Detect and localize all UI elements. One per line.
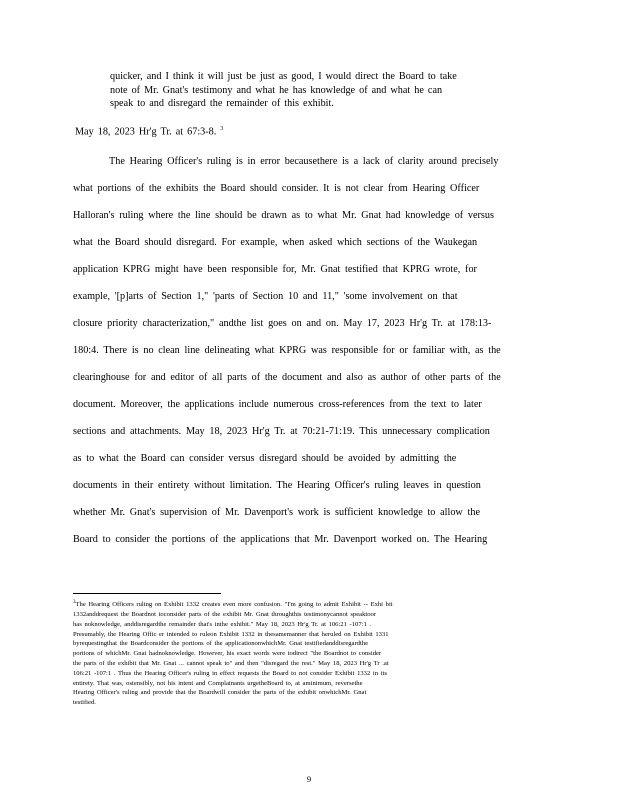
paragraph-line: closure priority characterization," andthe list goes on and on. May 17, 2023 Hr'g Tr. at 178:13-	[73, 318, 492, 329]
footnote-line: 106:21 -107:1 . Thus the Hearing Officer's ruling in effect requests the Board to not consider Exhibit 1332 in its	[73, 669, 387, 677]
footnote-separator	[73, 593, 221, 594]
quote-citation	[75, 126, 223, 137]
footnote-reference: 3	[220, 126, 224, 132]
footnote-line: byrequestingthat the Boardconsider the portions of the applicationonwhichMr. Gnat testifiedanddisregardthe	[73, 640, 369, 648]
quote-line: speak to and disregard the remainder of this exhibit.	[110, 98, 334, 109]
footnote-line: Hearing Officer's ruling and provide that the Boardwill consider the parts of the exhibit onwhichMr. Gnat	[73, 689, 367, 697]
paragraph-line: The Hearing Officer's ruling is in error becausethere is a lack of clarity around precisely	[109, 156, 499, 167]
paragraph-line: what the Board should disregard. For example, when asked which sections of the Waukegan	[73, 237, 478, 248]
block-quote	[110, 70, 530, 111]
footnote-line: entirety. That was, ostensibly, not his intent and Complainants urgetheBoard to, at aminimum, reversethe	[73, 679, 363, 687]
body-paragraph	[73, 155, 543, 560]
footnote-marker: 3	[73, 600, 76, 605]
page-number: 9	[306, 774, 312, 784]
paragraph-line: sections and attachments. May 18, 2023 Hr'g Tr. at 70:21-71:19. This unnecessary complication	[73, 426, 490, 437]
paragraph-line: application KPRG might have been responsible for, Mr. Gnat testified that KPRG wrote, for	[73, 264, 477, 275]
footnote-line	[73, 598, 543, 610]
footnote	[73, 598, 543, 708]
paragraph-line: Board to consider the portions of the applications that Mr. Davenport worked on. The Hearing	[73, 534, 488, 545]
footnote-line: the parts of the exhibit that Mr. Gnat ... cannot speak to" and then "disregard the rest." May 18, 2023 Hr'g Tr .at	[73, 659, 389, 667]
footnote-line: has noknowledge, anddisregardthe remainder that's inthe exhibit." May 18, 2023 Hr'g Tr. at 106:21 -107:1 .	[73, 620, 372, 628]
citation-text: May 18, 2023 Hr'g Tr. at 67:3-8.	[75, 126, 217, 138]
footnote-line: testified.	[73, 699, 96, 707]
footnote-first-line: The Hearing Officers ruling on Exhibit 1332 creates even more confusion. "I'm going to admit Exhibit -- Exhi bit	[75, 601, 393, 609]
footnote-line: portions of whichMr. Gnat hadnoknowledge. However, his exact words were todirect "the Boardnot to consider	[73, 650, 382, 658]
paragraph-line: what portions of the exhibits the Board should consider. It is not clear from Hearing Officer	[73, 183, 480, 194]
paragraph-line: documents in their entirety without limitation. The Hearing Officer's ruling leaves in question	[73, 480, 481, 491]
quote-line: quicker, and I think it will just be just as good, I would direct the Board to take	[110, 71, 457, 82]
footnote-line: 1332anddrequest the Boardnot toconsider parts of the exhibit Mr. Gnat throughthis testimonycannot speaktoor	[73, 610, 376, 618]
paragraph-line: clearinghouse for and editor of all parts of the document and also as author of other parts of the	[73, 372, 501, 383]
footnote-line: Presumably, the Hearing Offic er intended to ruleon Exhibit 1332 in thesamemanner that heruled on Exhibit 1331	[73, 630, 389, 638]
paragraph-line: as to what the Board can consider versus disregard should be avoided by admitting the	[73, 453, 457, 464]
paragraph-line: 180:4. There is no clean line delineating what KPRG was responsible for or familiar with, as the	[73, 345, 501, 356]
paragraph-line: example, '[p]arts of Section 1," 'parts of Section 10 and 11," 'some involvement on that	[73, 291, 458, 302]
paragraph-line: document. Moreover, the applications include numerous cross-references from the text to later	[73, 399, 482, 410]
paragraph-line: whether Mr. Gnat's supervision of Mr. Davenport's work is sufficient knowledge to allow the	[73, 507, 480, 518]
paragraph-line: Halloran's ruling where the line should be drawn as to what Mr. Gnat had knowledge of versus	[73, 210, 494, 221]
quote-line: note of Mr. Gnat's testimony and what he has knowledge of and what he can	[110, 84, 443, 96]
